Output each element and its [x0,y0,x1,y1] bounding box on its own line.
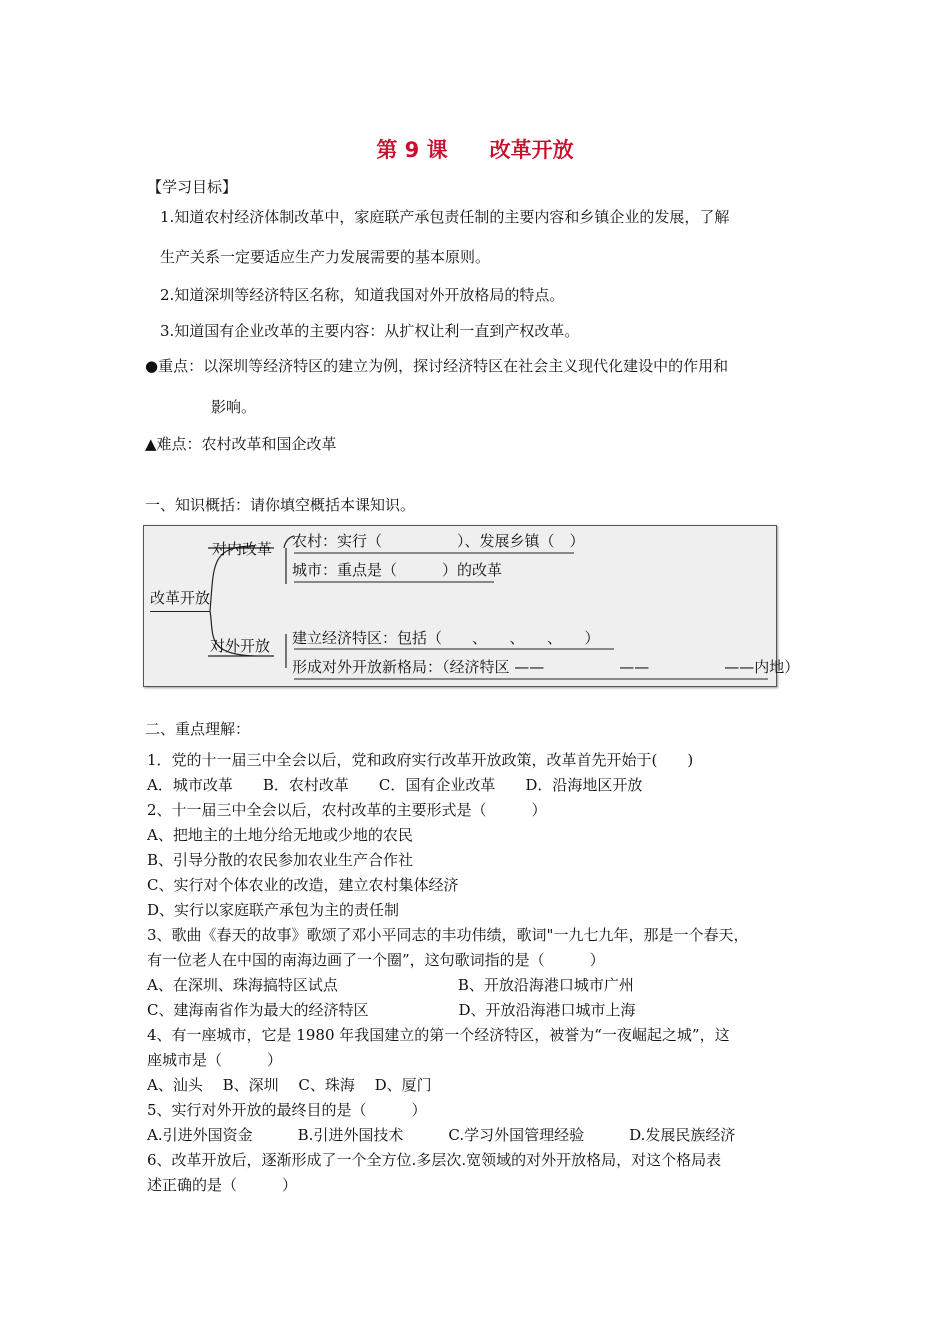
objective-3: 3.知道国有企业改革的主要内容：从扩权让利一直到产权改革。 [160,322,580,340]
key-point-line-2: 影响。 [211,398,257,416]
question-line: A、把地主的土地分给无地或少地的农民 [147,826,413,844]
question-line: 3、歌曲《春天的故事》歌颂了邓小平同志的丰功伟绩，歌词"一九七九年，那是一个春天， [147,926,749,944]
objectives-header: 【学习目标】 [147,178,238,196]
question-line: 有一位老人在中国的南海边画了一个圈”，这句歌词指的是（ ） [147,951,605,969]
question-line: C、实行对个体农业的改造，建立农村集体经济 [147,876,459,894]
question-line: 2、十一届三中全会以后，农村改革的主要形式是（ ） [147,801,547,819]
difficulty-point: ▲难点：农村改革和国企改革 [145,435,337,453]
question-line: 1．党的十一届三中全会以后，党和政府实行改革开放政策，改革首先开始于( ) [147,751,694,769]
special-zones-blank: 建立经济特区：包括（ 、 、 、 ） [292,629,600,647]
section-1-heading: 一、知识概括：请你填空概括本课知识。 [145,496,416,514]
question-line: 4、有一座城市，它是 1980 年我国建立的第一个经济特区，被誉为“一夜崛起之城”，这 [147,1026,730,1044]
rural-reform-blank: 农村：实行（ ）、发展乡镇（ ） [292,532,585,550]
key-point-line-1: ●重点：以深圳等经济特区的建立为例，探讨经济特区在社会主义现代化建设中的作用和 [145,357,729,375]
section-2-heading: 二、重点理解： [145,720,251,738]
question-line: 座城市是（ ） [147,1051,283,1069]
objective-1-line-1: 1.知道农村经济体制改革中，家庭联产承包责任制的主要内容和乡镇企业的发展，了解 [160,208,730,226]
question-line: 6、改革开放后，逐渐形成了一个全方位.多层次.宽领域的对外开放格局，对这个格局表 [147,1151,722,1169]
question-line: C、建海南省作为最大的经济特区 D、开放沿海港口城市上海 [147,1001,636,1019]
question-line: A.引进外国资金 B.引进外国技术 C.学习外国管理经验 D.发展民族经济 [147,1126,736,1144]
urban-reform-blank: 城市：重点是（ ）的改革 [292,561,503,579]
question-line: 述正确的是（ ） [147,1176,298,1194]
objective-1-line-2: 生产关系一定要适应生产力发展需要的基本原则。 [160,248,491,266]
question-line: 5、实行对外开放的最终目的是（ ） [147,1101,427,1119]
page-title: 第 9 课 改革开放 [376,138,574,162]
branch-opening-up: 对外开放 [210,637,271,655]
branch-internal-reform: 对内改革 [212,540,273,558]
question-line: D、实行以家庭联产承包为主的责任制 [147,901,400,919]
question-line: A．城市改革 B．农村改革 C．国有企业改革 D．沿海地区开放 [147,776,643,794]
objective-2: 2.知道深圳等经济特区名称，知道我国对外开放格局的特点。 [160,286,565,304]
question-line: A、在深圳、珠海搞特区试点 B、开放沿海港口城市广州 [147,976,634,994]
question-line: B、引导分散的农民参加农业生产合作社 [147,851,414,869]
question-line: A、汕头 B、深圳 C、珠海 D、厦门 [147,1076,432,1094]
knowledge-diagram [143,525,800,687]
opening-pattern-blank: 形成对外开放新格局：（经济特区 —— —— ——内地） [292,658,800,676]
diagram-root-label: 改革开放 [150,589,211,607]
